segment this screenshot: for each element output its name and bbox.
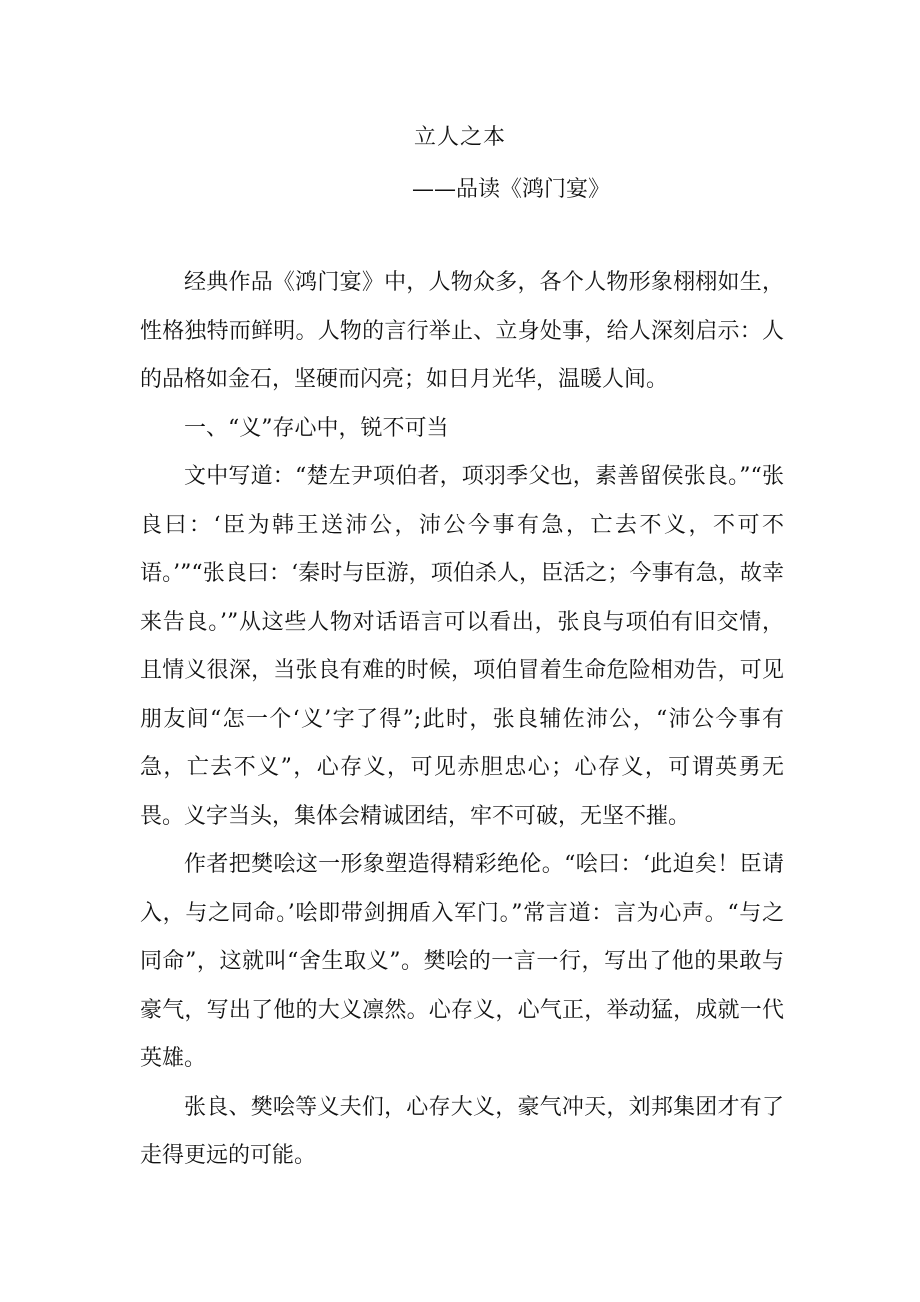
body-paragraph: 文中写道：“楚左尹项伯者，项羽季父也，素善留侯张良。”“张良曰：‘臣为韩王送沛公，沛公今事有急，亡去不义，不可不语。’”“张良曰：‘秦时与臣游，项伯杀人，臣活之；今事有急，故幸来告良。’”从这些人物对话语言可以看出，张良与项伯有旧交情，且情义很深，当张良有难的时候，项伯冒着生命危险相劝告，可见朋友间“怎一个‘义’字了得”;此时，张良辅佐沛公，“沛公今事有急，亡去不义”，心存义，可见赤胆忠心；心存义，可谓英勇无畏。义字当头，集体会精诚团结，牢不可破，无坚不摧。 <box>140 464 784 829</box>
document-body <box>140 259 784 1181</box>
document-title: 立人之本 <box>413 125 506 150</box>
body-paragraph: 张良、樊哙等义夫们，心存大义，豪气冲天，刘邦集团才有了走得更远的可能。 <box>140 1094 784 1168</box>
section-heading: 一、“义”存心中，锐不可当 <box>184 415 449 441</box>
body-paragraph: 作者把樊哙这一形象塑造得精彩绝伦。“哙曰：‘此迫矣！臣请入，与之同命。’哙即带剑拥盾入军门。”常言道：言为心声。“与之同命”，这就叫“舍生取义”。樊哙的一言一行，写出了他的果敢与豪气，写出了他的大义凛然。心存义，心气正，举动猛，成就一代英雄。 <box>140 852 784 1071</box>
document-subtitle: ——品读《鸿门宴》 <box>412 177 611 202</box>
intro-paragraph: 经典作品《鸿门宴》中，人物众多，各个人物形象栩栩如生，性格独特而鲜明。人物的言行举止、立身处事，给人深刻启示：人的品格如金石，坚硬而闪亮；如日月光华，温暖人间。 <box>140 270 784 392</box>
